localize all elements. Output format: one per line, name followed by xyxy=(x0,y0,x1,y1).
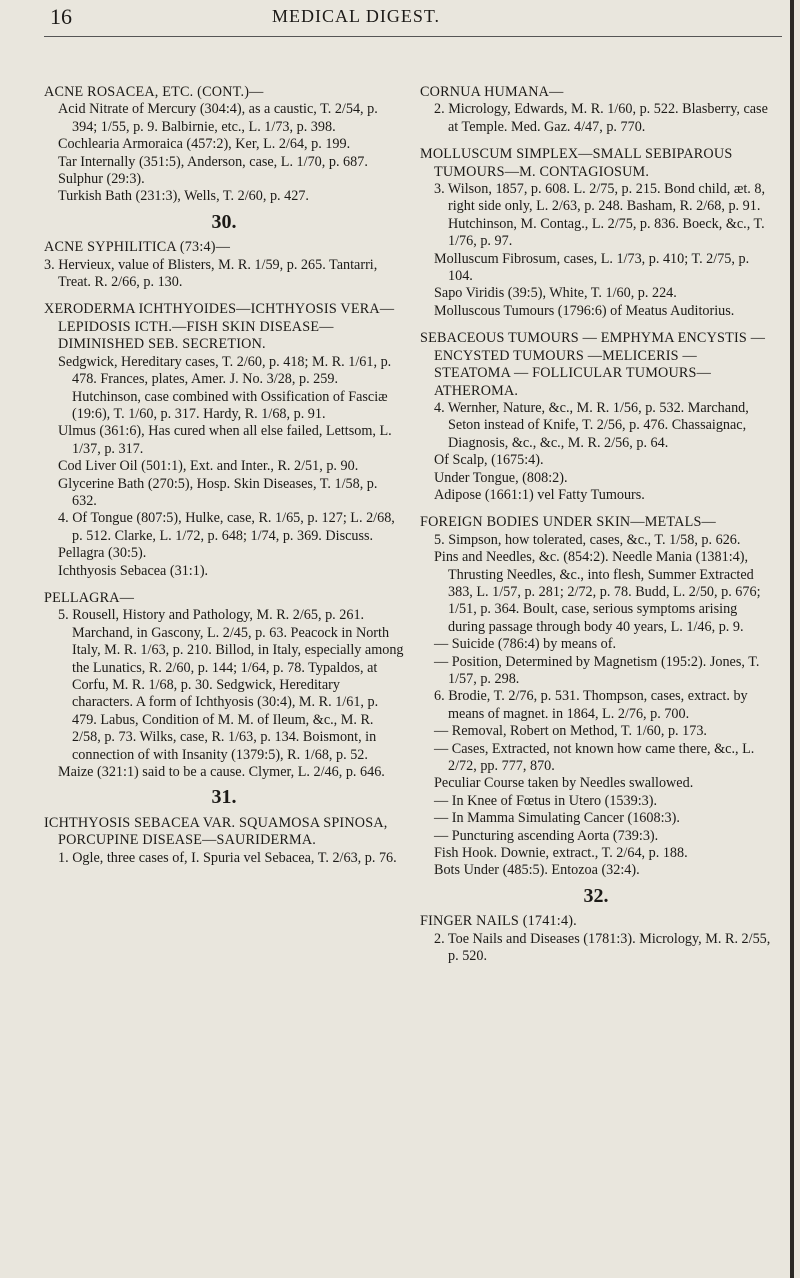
entry: Turkish Bath (231:3), Wells, T. 2/60, p. 427. xyxy=(58,188,309,205)
entry: — Suicide (786:4) by means of. xyxy=(434,636,617,653)
page-number: 16 xyxy=(50,4,72,29)
heading-foreign-bodies: FOREIGN BODIES UNDER SKIN—METALS— xyxy=(420,514,716,531)
heading-sebaceous-tumours: SEBACEOUS TUMOURS — EMPHYMA ENCYSTIS — ENCYSTED TUMOURS —MELICERIS — STEATOMA — FOLLICULAR TUMOURS—ATHEROMA. xyxy=(420,330,766,399)
section-number: 31. xyxy=(211,786,237,809)
entry: — In Mamma Simulating Cancer (1608:3). xyxy=(434,810,680,827)
entry: Under Tongue, (808:2). xyxy=(434,469,568,486)
entry: Of Scalp, (1675:4). xyxy=(434,452,544,469)
entry: 5. Rousell, History and Pathology, M. R. 2/65, p. 261. Marchand, in Gascony, L. 2/45, p. 63. Peacock in North Italy, M. R. 1/63, p. 210. Billod, in Italy, especially among the Lunatics, R. 2/60, p. 144; 1/64, p. 78. Typaldos, at Corfu, M. R. 1/68, p. 30. Sedgwick, Hereditary characters. A form of Ichthyosis (30:4), M. R. 1/61, p. 479. Labus, Condition of M. M. of Ileum, &c., M. R. 2/58, p. 73. Wilks, case, R. 1/63, p. 134. Boismont, in connection of with Insanity (1379:5), R. 1/68, p. 52. xyxy=(58,607,404,763)
running-head: MEDICAL DIGEST. xyxy=(272,6,440,26)
entry: Sapo Viridis (39:5), White, T. 1/60, p. 224. xyxy=(434,285,677,302)
entry: — Removal, Robert on Method, T. 1/60, p. 173. xyxy=(434,723,707,740)
entry: Acid Nitrate of Mercury (304:4), as a caustic, T. 2/54, p. 394; 1/55, p. 9. Balbirnie, etc., L. 1/73, p. 398. xyxy=(58,101,378,135)
entry: 1. Ogle, three cases of, I. Spuria vel Sebacea, T. 2/63, p. 76. xyxy=(58,849,397,866)
entry: 2. Toe Nails and Diseases (1781:3). Micrology, M. R. 2/55, p. 520. xyxy=(434,930,771,965)
page-edge-shadow xyxy=(790,0,794,1278)
heading-cornua-humana: CORNUA HUMANA— xyxy=(420,84,564,100)
entry: — In Knee of Fœtus in Utero (1539:3). xyxy=(434,792,658,809)
entry: Peculiar Course taken by Needles swallowed. xyxy=(434,775,694,792)
header-rule xyxy=(44,36,782,37)
entry: 4. Wernher, Nature, &c., M. R. 1/56, p. 532. Marchand, Seton instead of Knife, T. 2/56, p. 476. Chassaignac, Diagnosis, &c., &c., M. R. 2/56, p. 64. xyxy=(434,399,749,451)
entry: 2. Micrology, Edwards, M. R. 1/60, p. 522. Blasberry, case at Temple. Med. Gaz. 4/47, p. 770. xyxy=(434,101,768,135)
entry: Glycerine Bath (270:5), Hosp. Skin Diseases, T. 1/58, p. 632. xyxy=(58,475,378,509)
entry: 6. Brodie, T. 2/76, p. 531. Thompson, cases, extract. by means of magnet. in 1864, L. 2/76, p. 700. xyxy=(434,688,748,722)
heading-molluscum: MOLLUSCUM SIMPLEX—SMALL SEBIPAROUS TUMOURS—M. CONTAGIOSUM. xyxy=(420,146,733,180)
section-number: 32. xyxy=(583,884,609,907)
heading-acne-syphilitica: ACNE SYPHILITICA (73:4)— xyxy=(44,239,231,256)
entry: Maize (321:1) said to be a cause. Clymer, L. 2/46, p. 646. xyxy=(58,764,385,781)
entry: Pellagra (30:5). xyxy=(58,545,147,562)
entry: 5. Simpson, how tolerated, cases, &c., T. 1/58, p. 626. xyxy=(434,531,741,548)
entry: 4. Of Tongue (807:5), Hulke, case, R. 1/65, p. 127; L. 2/68, p. 512. Clarke, L. 1/72, p. 648; 1/74, p. 369. Discuss. xyxy=(58,510,395,544)
left-column xyxy=(44,84,404,867)
right-column xyxy=(420,84,772,966)
entry: Tar Internally (351:5), Anderson, case, L. 1/70, p. 687. xyxy=(58,153,368,170)
entry: — Cases, Extracted, not known how came there, &c., L. 2/72, pp. 777, 870. xyxy=(434,740,755,775)
entry: Cod Liver Oil (501:1), Ext. and Inter., R. 2/51, p. 90. xyxy=(58,458,359,475)
section-number: 30. xyxy=(211,210,237,233)
entry: Sulphur (29:3). xyxy=(58,171,145,188)
entry: Bots Under (485:5). Entozoa (32:4). xyxy=(434,862,640,879)
entry: — Puncturing ascending Aorta (739:3). xyxy=(434,827,659,844)
heading-pellagra: PELLAGRA— xyxy=(44,589,135,606)
heading-xeroderma: XERODERMA ICHTHYOIDES—ICHTHYOSIS VERA—LEPIDOSIS ICTH.—FISH SKIN DISEASE—DIMINISHED SEB. SECRETION. xyxy=(44,301,395,353)
heading-acne-rosacea: ACNE ROSACEA, ETC. (CONT.)— xyxy=(44,84,264,100)
entry: 3. Hervieux, value of Blisters, M. R. 1/59, p. 265. Tantarri, Treat. R. 2/66, p. 130. xyxy=(44,256,378,291)
entry: Cochlearia Armoraica (457:2), Ker, L. 2/64, p. 199. xyxy=(58,136,351,153)
entry: 3. Wilson, 1857, p. 608. L. 2/75, p. 215. Bond child, æt. 8, right side only, L. 2/63, p. 248. Basham, R. 2/68, p. 91. Hutchinson, M. Contag., L. 2/75, p. 836. Boeck, &c., T. 1/76, p. 97. xyxy=(434,181,766,250)
entry: Ulmus (361:6), Has cured when all else failed, Lettsom, L. 1/37, p. 317. xyxy=(58,423,392,457)
entry: Pins and Needles, &c. (854:2). Needle Mania (1381:4), Thrusting Needles, &c., into flesh, Summer Extracted 383, L. 1/57, p. 281; 2/72, p. 78. Budd, L. 2/50, p. 676; 1/51, p. 364. Boult, case, serious symptoms arising during passage through body 40 years, L. 1/46, p. 9. xyxy=(434,549,761,635)
entry: Ichthyosis Sebacea (31:1). xyxy=(58,562,209,579)
entry: Molluscous Tumours (1796:6) of Meatus Auditorius. xyxy=(434,302,735,319)
entry: Adipose (1661:1) vel Fatty Tumours. xyxy=(434,486,645,503)
entry: Fish Hook. Downie, extract., T. 2/64, p. 188. xyxy=(434,845,688,862)
heading-finger-nails: FINGER NAILS (1741:4). xyxy=(420,913,577,930)
entry: Molluscum Fibrosum, cases, L. 1/73, p. 410; T. 2/75, p. 104. xyxy=(434,250,750,285)
entry: — Position, Determined by Magnetism (195:2). Jones, T. 1/57, p. 298. xyxy=(434,653,760,687)
heading-ichthyosis-sebacea: ICHTHYOSIS SEBACEA VAR. SQUAMOSA SPINOSA, PORCUPINE DISEASE—SAURIDERMA. xyxy=(44,814,388,849)
entry: Sedgwick, Hereditary cases, T. 2/60, p. 418; M. R. 1/61, p. 478. Frances, plates, Amer. J. No. 3/28, p. 259. Hutchinson, case combined with Ossification of Fasciæ (19:6), T. 1/60, p. 317. Hardy, R. 1/68, p. 91. xyxy=(58,353,392,422)
